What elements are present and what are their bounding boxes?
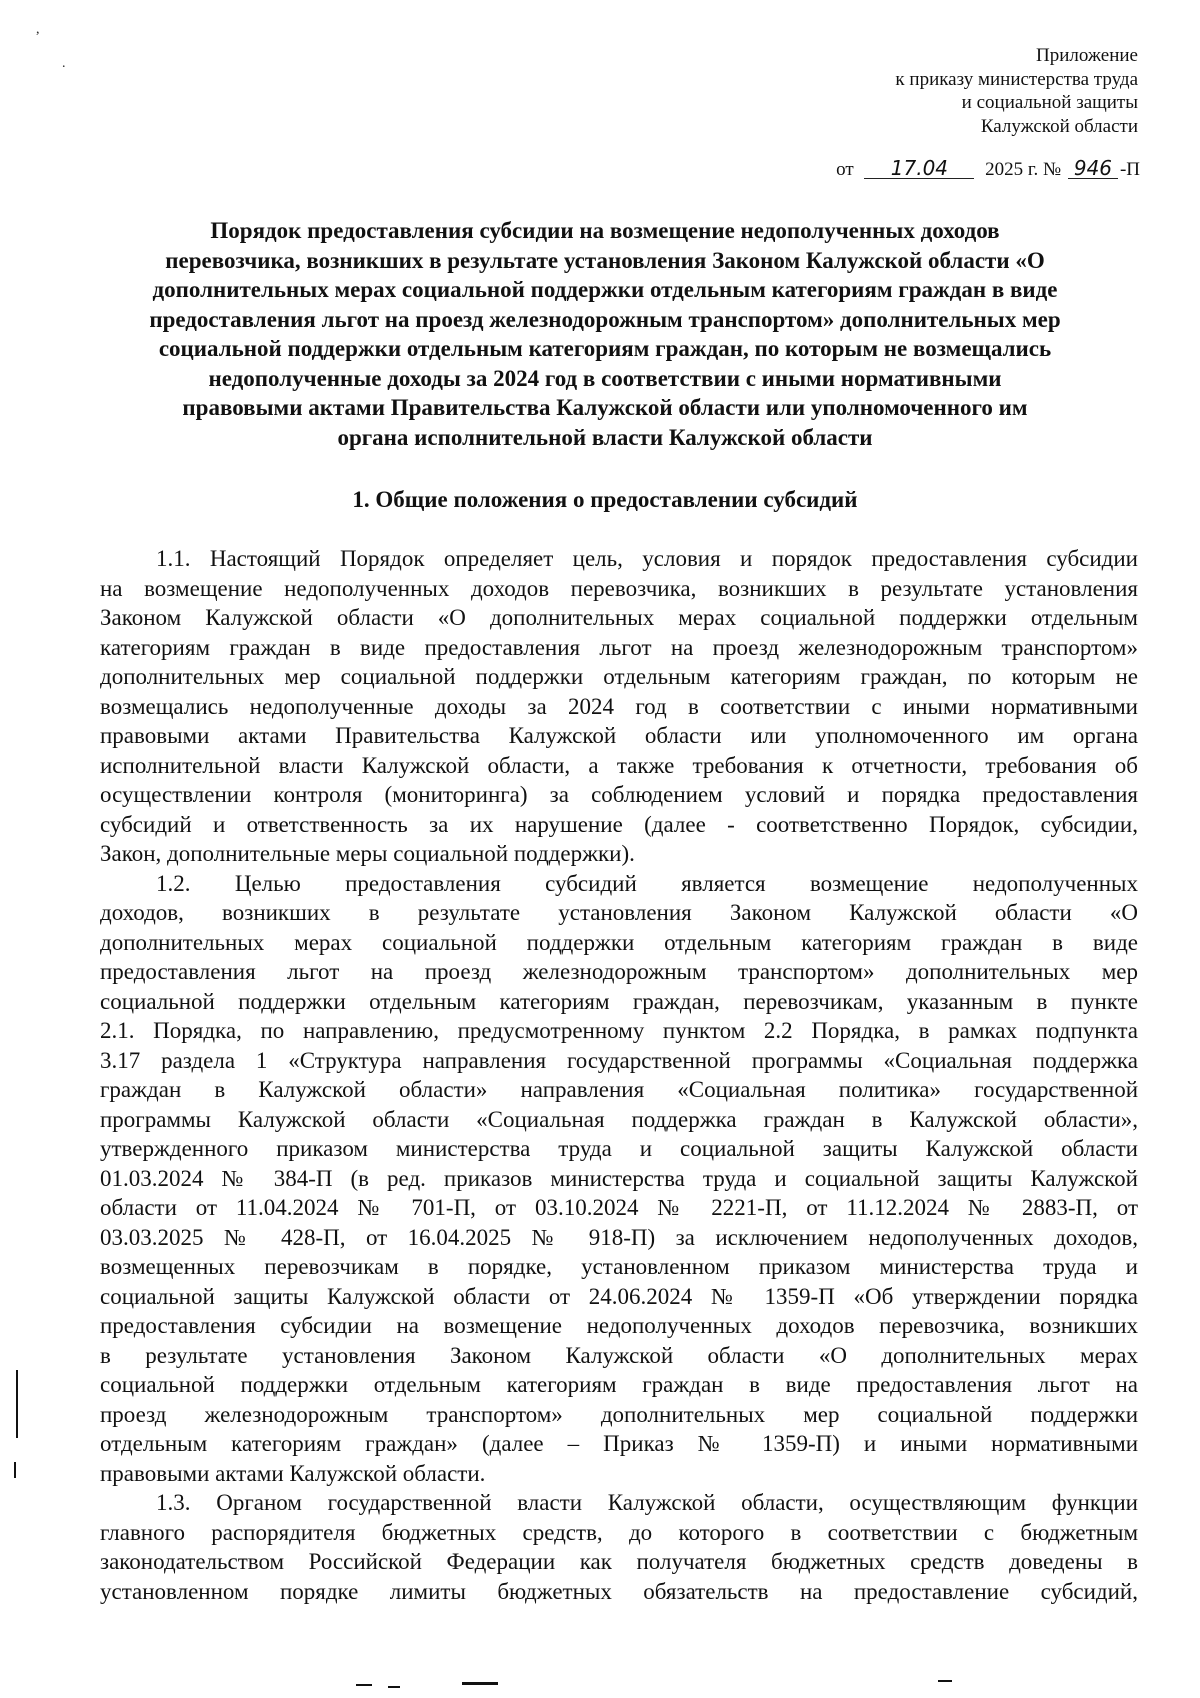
scan-bottom-mark bbox=[388, 1686, 400, 1688]
order-suffix: -П bbox=[1119, 159, 1140, 180]
body-line: социальной поддержки отдельным категориям граждан, перевозчикам, указанным в пункте bbox=[100, 988, 1138, 1014]
scan-margin-mark bbox=[14, 1462, 16, 1478]
scan-speck: , bbox=[36, 22, 40, 37]
body-line: правовыми актами Правительства Калужской области или уполномоченного им органа bbox=[100, 723, 1138, 748]
body-line: возмещались недополученные доходы за 2024 год в соответствии с иными нормативными bbox=[100, 693, 1138, 719]
appendix-line: Калужской области bbox=[980, 115, 1138, 137]
body-line: области от 11.04.2024 № 701-П, от 03.10.2024 № 2221-П, от 11.12.2024 № 2883-П, от bbox=[100, 1195, 1138, 1220]
body-line: 01.03.2024 № 384-П (в ред. приказов министерства труда и социальной защиты Калужской bbox=[100, 1165, 1138, 1191]
body-line: осуществлении контроля (мониторинга) за соблюдением условий и порядка предоставления bbox=[100, 782, 1138, 807]
body-line: 3.17 раздела 1 «Структура направления государственной программы «Социальная поддержка bbox=[100, 1047, 1138, 1073]
body-line: на возмещение недополученных доходов перевозчика, возникших в результате установления bbox=[100, 575, 1138, 601]
title-line: Порядок предоставления субсидии на возмещение недополученных доходов bbox=[210, 218, 1000, 243]
body-line: 1.3. Органом государственной власти Калужской области, осуществляющим функции bbox=[156, 1490, 1138, 1515]
body-line: доходов, возникших в результате установления Законом Калужской области «О bbox=[100, 900, 1138, 925]
scan-margin-mark bbox=[16, 1370, 18, 1438]
body-line: законодательством Российской Федерации как получателя бюджетных средств доведены в bbox=[100, 1549, 1138, 1574]
body-line: предоставления льгот на проезд железнодорожным транспортом» дополнительных мер bbox=[100, 959, 1138, 984]
order-prefix: от bbox=[836, 159, 854, 180]
body-line: исполнительной власти Калужской области, а также требования к отчетности, требования об bbox=[100, 752, 1138, 778]
body-line: предоставления субсидии на возмещение недополученных доходов перевозчика, возникших bbox=[100, 1313, 1138, 1338]
order-date-handwritten: 17.04 bbox=[864, 158, 974, 179]
scan-bottom-mark bbox=[462, 1682, 498, 1685]
title-line: органа исполнительной власти Калужской области bbox=[337, 424, 873, 450]
body-line: граждан в Калужской области» направления «Социальная политика» государственной bbox=[100, 1077, 1138, 1102]
body-line: утвержденного приказом министерства труда и социальной защиты Калужской области bbox=[100, 1136, 1138, 1161]
body-line: программы Калужской области «Социальная поддержка граждан в Калужской области», bbox=[100, 1106, 1138, 1132]
order-reference bbox=[836, 158, 1140, 181]
title-line: недополученные доходы за 2024 год в соответствии с иными нормативными bbox=[208, 365, 1002, 391]
body-line: проезд железнодорожным транспортом» дополнительных мер социальной поддержки bbox=[100, 1401, 1138, 1427]
body-line: установленном порядке лимиты бюджетных обязательств на предоставление субсидий, bbox=[100, 1578, 1138, 1604]
body-line: главного распорядителя бюджетных средств, до которого в соответствии с бюджетным bbox=[100, 1519, 1138, 1545]
body-line: 03.03.2025 № 428-П, от 16.04.2025 № 918-П) за исключением недополученных доходов, bbox=[100, 1224, 1138, 1250]
body-line: субсидий и ответственность за их нарушение (далее - соответственно Порядок, субсидии, bbox=[100, 811, 1138, 837]
body-line: 1.1. Настоящий Порядок определяет цель, условия и порядок предоставления субсидии bbox=[156, 546, 1138, 571]
body-line: социальной поддержки отдельным категориям граждан в виде предоставления льгот на bbox=[100, 1372, 1138, 1397]
order-number-handwritten: 946 bbox=[1068, 158, 1118, 179]
title-line: дополнительных мерах социальной поддержки отдельным категориям граждан в виде bbox=[152, 277, 1058, 302]
title-line: правовыми актами Правительства Калужской области или уполномоченного им bbox=[182, 395, 1028, 420]
title-line: перевозчика, возникших в результате установления Законом Калужской области «О bbox=[165, 247, 1045, 273]
body-line: 1.2. Целью предоставления субсидий является возмещение недополученных bbox=[156, 870, 1138, 896]
scan-bottom-mark bbox=[356, 1684, 372, 1686]
order-year: 2025 г. № bbox=[985, 159, 1062, 180]
scan-bottom-mark bbox=[938, 1680, 952, 1682]
body-line: в результате установления Законом Калужской области «О дополнительных мерах bbox=[100, 1342, 1138, 1368]
appendix-line: к приказу министерства труда bbox=[895, 68, 1138, 90]
title-line: предоставления льгот на проезд железнодорожным транспортом» дополнительных мер bbox=[149, 306, 1061, 332]
document-title bbox=[90, 216, 1120, 452]
body-line: отдельным категориям граждан» (далее – Приказ № 1359-П) и иными нормативными bbox=[100, 1431, 1138, 1456]
appendix-header bbox=[895, 44, 1138, 138]
body-line: правовыми актами Калужской области. bbox=[100, 1460, 486, 1486]
title-line: социальной поддержки отдельным категориям граждан, по которым не возмещались bbox=[158, 336, 1052, 361]
document-body bbox=[100, 544, 1138, 1606]
body-line: категориям граждан в виде предоставления льгот на проезд железнодорожным транспортом» bbox=[100, 634, 1138, 660]
body-line: Закон, дополнительные меры социальной поддержки). bbox=[100, 841, 635, 866]
appendix-line: и социальной защиты bbox=[961, 92, 1138, 113]
section-heading: 1. Общие положения о предоставлении субсидий bbox=[352, 487, 858, 512]
body-line: 2.1. Порядка, по направлению, предусмотренному пунктом 2.2 Порядка, в рамках подпункта bbox=[100, 1018, 1138, 1043]
body-line: возмещенных перевозчикам в порядке, установленном приказом министерства труда и bbox=[100, 1254, 1138, 1279]
body-line: дополнительных мерах социальной поддержки отдельным категориям граждан в виде bbox=[100, 929, 1138, 955]
scan-speck: . bbox=[62, 56, 66, 71]
body-line: социальной защиты Калужской области от 24.06.2024 № 1359-П «Об утверждении порядка bbox=[100, 1283, 1138, 1309]
body-line: дополнительных мер социальной поддержки отдельным категориям граждан, по которым не bbox=[100, 664, 1138, 689]
body-line: Законом Калужской области «О дополнительных мерах социальной поддержки отдельным bbox=[100, 605, 1138, 630]
appendix-line: Приложение bbox=[1036, 45, 1138, 66]
